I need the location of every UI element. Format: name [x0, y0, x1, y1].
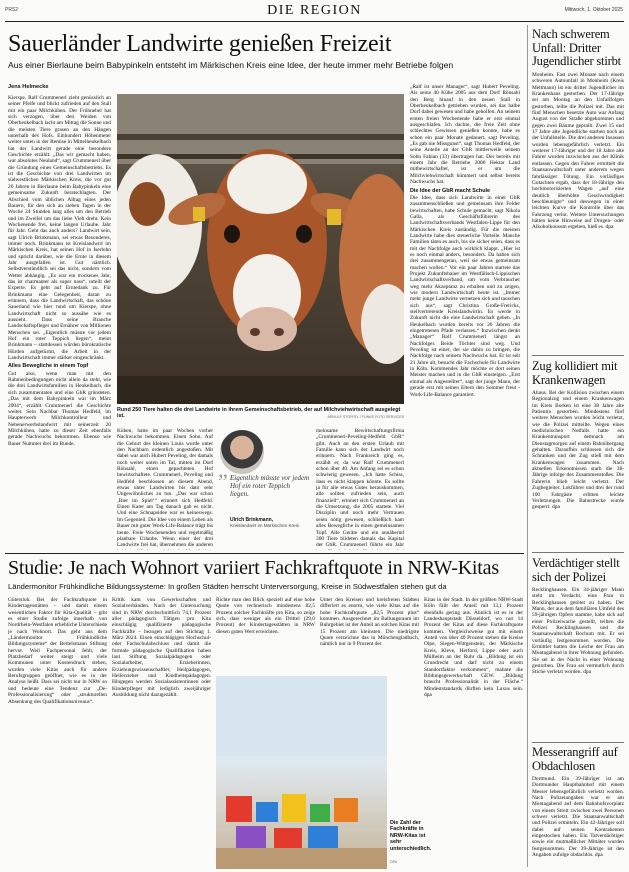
sidebar-story3-text: Recklinghausen. Ein 34-jähriger Mann steht im Verdacht, eine Frau in Recklinghausen getötet zu haben. Der Mann, der aus dem familiären Umfeld des 59-jährigen Opfers stamme, habe sich auf einer Polizeiwache gestellt, teilten die Polizei Recklinghausen und die Staatsanwaltschaft Bochum mit. Er sei vorläufig festgenommen worden. Die Ermittler hatten die Leiche der Frau am Montagabend in ihrer Wohnung gefunden. Sie sei in der Nacht in einer Wohnung gestorben. Die Frau sei vermutlich durch Stiche verletzt worden. dpa	[532, 587, 624, 676]
sidebar-story1-headline: Nach schwerem Unfall: Dritter Jugendlicher stirbt	[532, 27, 621, 68]
cow-illustration	[117, 94, 404, 404]
sidebar-story3-headline: Verdächtiger stellt sich der Polizei	[532, 556, 620, 584]
lead-col4-text: „Ralf ist unser Manager“, sagt Hubert Peveling. Als seine 40 Kühe 2005 aus dem Dorf Rönsahl den Berg hinauf in den neuen Stall in Oberheukelbach getrieben wurden, sei das halbe Dorf dabei gewesen und habe geholfen. An seinem ersten freien Wochenende habe er erst einmal ausgeschlafen. Ich dachte, die freie Zeit ohne schlechtes Gewissen genießen konnte, habe es schon ein paar Monate gedauert, sagt Peveling. „Es gab nie Missgunst“, sagt Thomas Hedfeld, der seine Anteile an der GbR mittlerweile seinem Sohn Fabian (33) übertragen hat. Der bereits mit einem Jahr die Betriebe 2000 Hektar Land mitbewirtschaftet, ist er um die Milchviehwirtschaft kümmert und selbst bereits Nachwuchs hat.	[410, 84, 520, 186]
second-headline: Studie: Je nach Wohnort variiert Fachkraftquote in NRW-Kitas	[8, 557, 499, 579]
lead-photo-caption: Rund 250 Tiere halten die drei Landwirte in ihrem Gemeinschaftsbetrieb, der auf Milchviehwirtschaft ausgelegt ist.	[117, 407, 401, 420]
lead-column-4	[410, 84, 520, 550]
sidebar-story2-headline: Zug kollidiert mit Krankenwagen	[532, 359, 618, 387]
lead-photo-credit: ARNULF STOFFEL / FUNKE FOTO SERVICES	[327, 415, 404, 419]
second-subhead: Ländermonitor Frühkindliche Bildungssysteme: In großen Städten herrscht Unterversorgung, Kreise in Südwestfalen stehen gut da	[8, 582, 447, 591]
second-column-2: Kritik kam von Gewerkschaften und Sozialverbänden. Nach der Untersuchung sind in NRW durchschnittlich 74,1 Prozent aller pädagogisch Tätigen pro Kita einschlägig qualifizierte pädagogische Fachkräfte – bezogen auf den Stichtag 1. März 2024. Einen einschlägigen Hochschul- oder Fachschulabschluss und damit die formale pädagogische Qualifikation haben laut Stiftung Sozialpädagogen oder Sozialarbeiter, Erzieherinnen, Erziehungswissenschaftler, Heilpädagogen, Heilerzieher und Kindheitspädagogen. Hingegen werden Sozialassistentinnen oder Kinderpfleger mit lediglich zweijähriger Ausbildung nicht dazugezählt.	[112, 597, 211, 699]
kita-photo	[216, 676, 387, 869]
lead-column-1	[8, 95, 111, 550]
lead-column-3	[316, 428, 404, 550]
lead-col3-text: meinsame Bewirtschaftungsfirma „Crummenerl-Peveling-Hedfeld GbR“ gibt. Auch an den ersten Urlaub mit Familie kann sich der Landwirt noch erinnern. Nach Frankreich ging es, erzählt er, da war Ralf Crummenerl schon über 40. Am Anfang sei es schon schwierig gewesen. „Ich hatte Schiss, dass es nicht klappen könnte. Es sollte ja für alle etwas Gutes herauskommen, alle sollten zufrieden sein, auch finanziell“, erinnert sich Crummenerl an die Umsetzung, die 2005 startete. Viel Disziplin und noch mehr Vertrauen seien nötig gewesen, schließlich kam alles Bewegliche in einen gemeinsamen Topf. Alle Geräte und ein annähernd 300 Tiere bildeten damals das Kapital der GbR. Crummenerl führte ein Jahr	[316, 428, 404, 549]
sidebar-story2-text: Ahaus. Bei der Kollision zwischen einem Regionalzug und einem Krankenwagen im Kreis Borken ist eine 38 Jahre alte Patientin gestorben. Mindestens fünf weitere Menschen wurden leicht verletzt, wie die Polizei mitteilte. Wegen eines medizinischen Notfalls hatte ein Krankentransport demnach am Dienstagmorgen auf einem Bahnübergang gehalten. Daraufhin schlossen sich die Schranken und der Zug stieß mit dem Krankenwagen zusammen. Nach aktuellen Erkenntnissen starb die 38-Jährige infolge des Zusammenstoßes. Die Fahrerin blieb leicht verletzt. Der Zugbegleiter, Lokführer und drei der rund 100 Fahrgäste erlitten leichte Verletzungen. Die Bahnstrecke wurde gesperrt. dpa	[532, 390, 624, 511]
issue-date: Mittwoch, 1. Oktober 2025	[564, 7, 623, 13]
lead-subhead: Aus einer Bierlaune beim Babypinkeln entsteht im Märkischen Kreis eine Idee, der heute immer mehr Betriebe folgen	[8, 60, 454, 70]
quote-text: Eigentlich müsste vor jedem Hof ein roter Teppich liegen.	[230, 474, 310, 498]
cows-photo	[117, 94, 404, 404]
quote-mark-icon: ”	[218, 469, 228, 494]
lead-author: Jens Helmecke	[8, 84, 49, 90]
lead-col1-subheading: Alles Bewegliche in einem Topf	[8, 363, 89, 370]
kita-illustration	[216, 676, 387, 869]
sidebar-story4-headline: Messerangriff auf Obdachlosen	[532, 745, 618, 773]
lead-col4-subheading: Die Idee der GbR macht Schule	[410, 187, 490, 194]
quote-name: Ulrich Brinkmann,	[230, 517, 274, 523]
lead-column-2	[117, 428, 213, 550]
second-column-5: Kitas in der Stadt. In der größten NRW-Stadt Köln fällt der Anteil mit 13,1 Prozent ebenfalls gering aus. Ähnlich ist es in der Landeshauptstadt Düsseldorf, wo nur 14 Prozent der Kitas auf diese Fachkraftquote kommen. Vergleichsweise gut mit einem Anteil von über 40 Prozent stehen die Kreise Olpe, Siegen-Wittgenstein, der Märkische Kreis, Kleve, Herford, Lippe oder auch Mülheim an der Ruhr da. „Bildung ist ein Grundrecht und darf nicht zu einem Standortfaktor verkommen“, mahnte die Bildungsgewerkschaft GEW. „Bildung braucht Professionalität in der Fläche.“ Mindeststandards dürften kein Luxus sein. dpa	[424, 597, 523, 699]
masthead-rule	[5, 21, 624, 22]
lead-col4-text-b: Die Idee, dass sich Landwirte in einer GbR zusammenschließen und gemeinsam ihre Felder bewirtschaften, habe Schule gemacht, sagt Nikola Galla, als Geschäftsführerin des Landwirtschaftsverbands Westfalen-Lippe für den Märkischen Kreis zuständig. Für die meisten Landwirte habe dies steuerliche Vorteile. Manche Familien täten es auch, bis sie sicher seien, dass es mit der Nachfolge auch wirklich klappt. „Hier ist es noch einmal anders, besonders. Da haben sich drei zusammengetan, weil sie etwas gemeinsam machen wollen.“ Vor ein paar Jahren startete das Projekt Zukunftsbauer im Westfälisch-Lippischen Landwirtschaftsverband, um vom Verbraucher weg mehr Akzeptanz zu erhalten und zu zeigen, wie modern Landwirtschaft heute ist. „Immer mehr junge Landwirte vernetzen sich und tauschen sich aus“, sagt Christina Große-Frericks, stellvertretende Kreislandwirtin. Es werde in Zukunft nicht die eine Landwirtschaft geben. „In Heukelbach wurden bereits vor 20 Jahren die eingetretenen Pfade verlassen.“ Inzwischen denkt „Manager“ Ralf Crummenerl längst an Nachfolger. Beide Töchter sind weg. Und Peveling ist einer, der sie dahin zu bringen, die Nachfolge nach seinem Nachwuchs hat. Er ist seit 21 Jahre alt, besucht die Fachschule für Landwirte in Köln. Kommendes Jahr möchte er dort seinen Meister machen und in die GbR einsteigen. „Erst einmal als Angestellter“, sagt der junge Mann, der gerade erst mit seinen Eltern den Sommer freut - Work-Life-Balance garantiert.	[410, 194, 520, 398]
kita-photo-credit: DPA	[390, 860, 398, 864]
page-label: PRS2	[5, 7, 19, 13]
quote-box	[218, 428, 310, 513]
second-column-1: Gütersloh. Bei der Fachkraftquote in Kindertagesstätten – und damit einem wesentlichen Faktor für Kita-Qualität – gibt es einer Studie zufolge innerhalb von Nordrhein-Westfalen erhebliche Unterschiede je nach Wohnort. Das geht aus dem „Ländermonitor Frühkindliche Bildungssysteme“ der Bertelsmann Stiftung hervor. Weil Fachpersonal fehlt, der Platzbedarf weiter steigt und viele Kommunen unter Kostendruck stehen, wurden viele Kitas auch für andere Berufsgruppen geöffnet, wie es in der Analyse heißt. Dass sei nicht nur in NRW so und bedeute eine Tendenz zur „De-Professionalisierung“ oder „strukturellen Absenkung des Qualifikationsniveaus“.	[8, 597, 107, 705]
lead-col2-text: Kühen, hatte im paar Wochen vorher Nachwuchs bekommen. Einen Sohn. Auf die Geburt des kleinen Louis wurde unter den Nachbarn ordentlich angestoßen. Mit dabei war auch Hubert Peveling, der damals noch weiter unten im Tal, mitten im Dorf Rönsahl, einen gepachteten Hof bewirtschaftete. Crummenerl, Peveling und Hedfeld beschlossen an diesem Abend, etwas unter Landwirten bis dato sehr Ungewöhnliches zu tun. „Das war schon ‚Bier im Spiel‘“ erinnert sich Hedfeld. Einen Kater am Tag danach gab es nicht. Und eine Schnapsidee war es keineswegs. Im Gegenteil. Die Idee von einem Leben als Bauer mit guter Work-Life-Balance trägt bis heute. Freie Wochenenden und regelmäßig planbare Urlaube. Wenn einer der drei Landwirte frei hat, übernehmen die anderen	[117, 428, 213, 549]
section-title: DIE REGION	[267, 3, 362, 18]
lead-col1-text-b: Gut also, wenn man mit den Rahmenbedingungen nicht allein da steht, wie die drei Landwirtsfamilien in Heukelbach, die sich zusammentaten und eine GbR gründeten. „Das mit dem Babypinkeln war im März 2004“, erzählt Crummenerl die Geschichte weiter. Sein Nachbar Thomas Hedfeld, im Haupterwerb Milchkontrolleur und Nebenerwerbslandwirt mit seinerzeit 20 Milchkühen, hatte zu dieser Zeit ebenfalls gerade Nachwuchs bekommen. Ebenso wie Bauer Nummer drei im Bunde.	[8, 370, 111, 447]
kita-photo-caption: Die Zahl der Fachkräfte in NRW-Kitas ist sehr unterschiedlich.	[390, 820, 432, 852]
sidebar-divider	[527, 25, 528, 867]
sidebar-rule-3	[532, 742, 624, 743]
quote-portrait	[220, 430, 264, 474]
lead-col1-text: Kierspe. Ralf Crummenerl zieht genüsslich an seiner Pfeife und blickt zufrieden auf den Stall mit ein paar Milchkühen. Der Frühnebel hat sich verzogen, über den Weiden von Oberheukelbach lacht am Mittag die Sonne und die meisten Tiere grasen an den Hängen unterhalb des Hofs. Einhundert Höhenmeter weiter unten in der Remise in Mittelheukelbach hat der Landwirt gerade eine besondere Geschichte erzählt. „Das wir gemacht haben, war absolutes Neuland“, sagt Crummenerl über die Gründung eines Gemeinschaftsbetriebs. Es ist die Geschichte von drei Landwirten im südwestlichen Märkischen Kreis, die vor gut 20 Jahren in Bierlaune beim Babypinkeln eine gemeinsame Zukunft beratschlagten. Der Abschied vom üblichen Alltag eines jeden Bauern, für den sich an sieben Tagen in der Woche 24 Stunden lang alles um den Betrieb und im Zweifel um das liebe Vieh dreht. Kein Wochenende frei, keine langen Urlaube. Jahr für Jahr. Geht das auch anders? Landwirt sein, sagt Ulrich Brinkmann, sei etwas Besonderes, immer noch. Brinkmann ist Kreislandwirt im Märkischen Kreis, hat seinen Hof in Iserlohn und spricht darüber, wie die Ernte in diesem Jahr ausgefallen ist. Gut nämlich. Selbstverständlich sei das nicht, sondern vom Wetter abhängig. „Es war ein trockenes Jahr, das ist charmanter als super nass“, urteilt der Experte. Es geht auf Erntedank zu. Für Brinkmann eine Gelegenheit, daran zu erinnern, dass die Landwirtschaft, das schöne Sauerland wie hier rund um Kierspe, ohne Landwirtschaft nicht so aussähe wie es aussieht. Dass seine Branche Landschaftspfleger und Ernährer von Millionen Menschen sei. „Eigentlich müsste vor jedem Hof ein roter Teppich liegen“, meint Brinkmann – stattdessen würden bürokratische Hürden aufgetürmt, die Arbeit in der Landwirtschaft immer stärker eingeschränkt.	[8, 95, 111, 362]
quote-role: Kreislandwirt im Märkischen Kreis	[230, 523, 299, 528]
second-story-rule	[5, 553, 524, 554]
lead-headline: Sauerländer Landwirte genießen Freizeit	[8, 31, 392, 57]
second-column-3: Richte man den Blick speziell auf eine hohe Quote von rechnerisch mindestens 82,5 Prozent solcher Fachkräfte pro Kita, so zeige sich, dass weniger als ein Drittel (29,0 Prozent) der Kindertagesstätten in NRW diesen guten Wert erreichten.	[216, 597, 315, 635]
second-column-4: Unter den Kreisen und kreisfreien Städten differiert es enorm, wie viele Kitas auf die hohe Fachkraftquote „82,5 Prozent plus“ kommen. Ausgerechnet im Ballungsraum im Ruhrgebiet ist der Anteil an solchen Kitas mit 15 Prozent am kleinsten. Die niedrigste Quote verzeichne das in Mönchengladbach, nämlich nur in 9 Prozent der	[320, 597, 419, 648]
sidebar-story1-text: Monheim. Fast zwei Monate nach einem schweren Autounfall in Monheim (Kreis Mettmann) ist ein dritter Jugendlicher im Krankenhaus gestorben. Der 17-Jährige sei am Montag an den Unfallfolgen gestorben, teilte die Polizei mit. Das mit fünf Menschen besetzte Auto war Anfang August von der Straße abgekommen und gegen zwei Bäume geprallt. Zwei 15 und 17 Jahre alte Jugendliche starben noch an der Unfallstelle. Die drei anderen Insassen wurden lebensgefährlich verletzt. Ein weiterer 17-Jähriger und der 18 Jahre alte Fahrer wurden inzwischen aus der Klinik entlassen. Gegen den Fahrer ermittelt die Staatsanwaltschaft unter anderem wegen fahrlässiger Tötung. Ein vorläufiges Gutachten ergab, dass der 18-Jährige den hochmotorisierten Wagen „auf eine deutlich überhöhte Geschwindigkeit beschleunigte“ und deswegen in einer leichten Kurve die Kontrolle über das Fahrzeug verlor. Weitere Untersuchungen hätten keine Hinweise auf Drogen- oder Alkoholkonsum ergeben, hieß es. dpa	[532, 72, 624, 231]
sidebar-story4-text: Dortmund. Ein 39-Jähriger ist am Dortmunder Hauptbahnhof mit einem Messer lebensgefährlich verletzt worden. Nach Polizeiangaben war er am Montagabend auf dem Bahnhofsvorplatz von einem Streit zwischen zwei Personen schwer verletzt. Die Staatsanwaltschaft und Polizei ermitteln. Ein 42-Jähriger soll dabei auf seinen Kontrahenten eingestochen haben. Ein Tatverdächtiger sowie ein mutmaßlicher Mittäter wurden festgenommen. Der 39-Jährige ist den Angaben zufolge obdachlos. dpa	[532, 776, 624, 859]
sidebar-rule-2	[532, 552, 624, 553]
sidebar-rule-1	[532, 355, 624, 356]
